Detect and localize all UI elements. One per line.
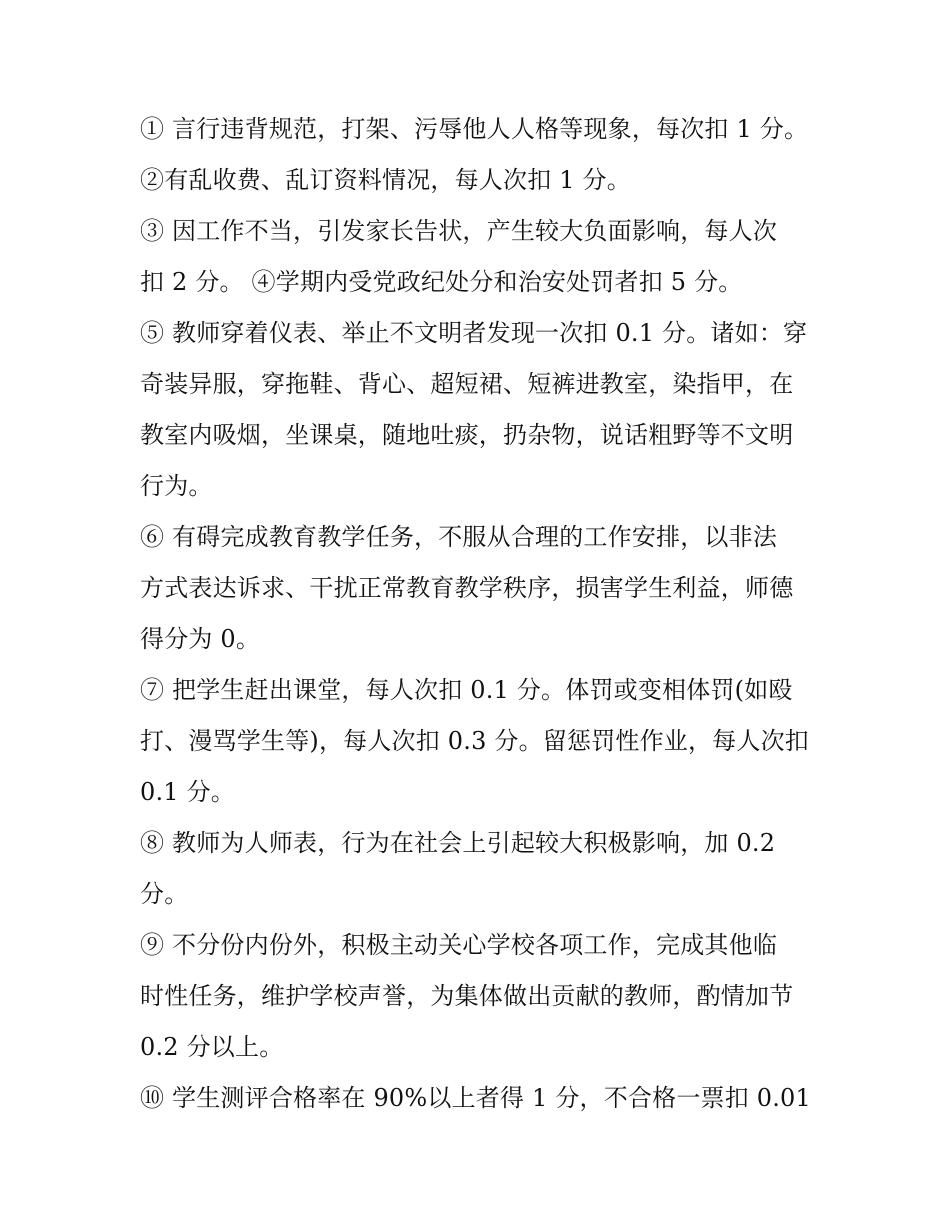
- text-line: 打、漫骂学生等)，每人次扣 0.3 分。留惩罚性作业，每人次扣: [140, 727, 809, 755]
- document-body: [140, 104, 830, 1124]
- text-line: ③ 因工作不当，引发家长告状，产生较大负面影响，每人次: [140, 217, 778, 245]
- text-line: 得分为 0。: [140, 625, 261, 653]
- text-line: ① 言行违背规范，打架、污辱他人人格等现象，每次扣 1 分。: [140, 115, 809, 143]
- text-line: ⑥ 有碍完成教育教学任务，不服从合理的工作安排，以非法: [140, 523, 778, 551]
- text-line: 扣 2 分。 ④学期内受党政纪处分和治安处罚者扣 5 分。: [140, 268, 743, 296]
- text-line: 0.1 分。: [140, 778, 235, 806]
- text-line: 分。: [140, 880, 189, 908]
- text-line: ⑧ 教师为人师表，行为在社会上引起较大积极影响，加 0.2: [140, 829, 776, 857]
- text-line: 0.2 分以上。: [140, 1033, 284, 1061]
- text-line: ⑤ 教师穿着仪表、举止不文明者发现一次扣 0.1 分。诸如：穿: [140, 319, 808, 347]
- text-line: ⑨ 不分份内份外，积极主动关心学校各项工作，完成其他临: [140, 931, 778, 959]
- text-line: 教室内吸烟，坐课桌，随地吐痰，扔杂物，说话粗野等不文明: [140, 421, 794, 449]
- text-line: 方式表达诉求、干扰正常教育教学秩序，损害学生利益，师德: [140, 574, 794, 602]
- text-line: 奇装异服，穿拖鞋、背心、超短裙、短裤进教室，染指甲，在: [140, 370, 794, 398]
- text-line: 行为。: [140, 472, 213, 500]
- text-line: 时性任务，维护学校声誉，为集体做出贡献的教师，酌情加节: [140, 982, 794, 1010]
- text-line: ⑩ 学生测评合格率在 90%以上者得 1 分，不合格一票扣 0.01: [140, 1084, 811, 1112]
- text-line: ⑦ 把学生赶出课堂，每人次扣 0.1 分。体罚或变相体罚(如殴: [140, 676, 793, 704]
- text-line: ②有乱收费、乱订资料情况，每人次扣 1 分。: [140, 166, 631, 194]
